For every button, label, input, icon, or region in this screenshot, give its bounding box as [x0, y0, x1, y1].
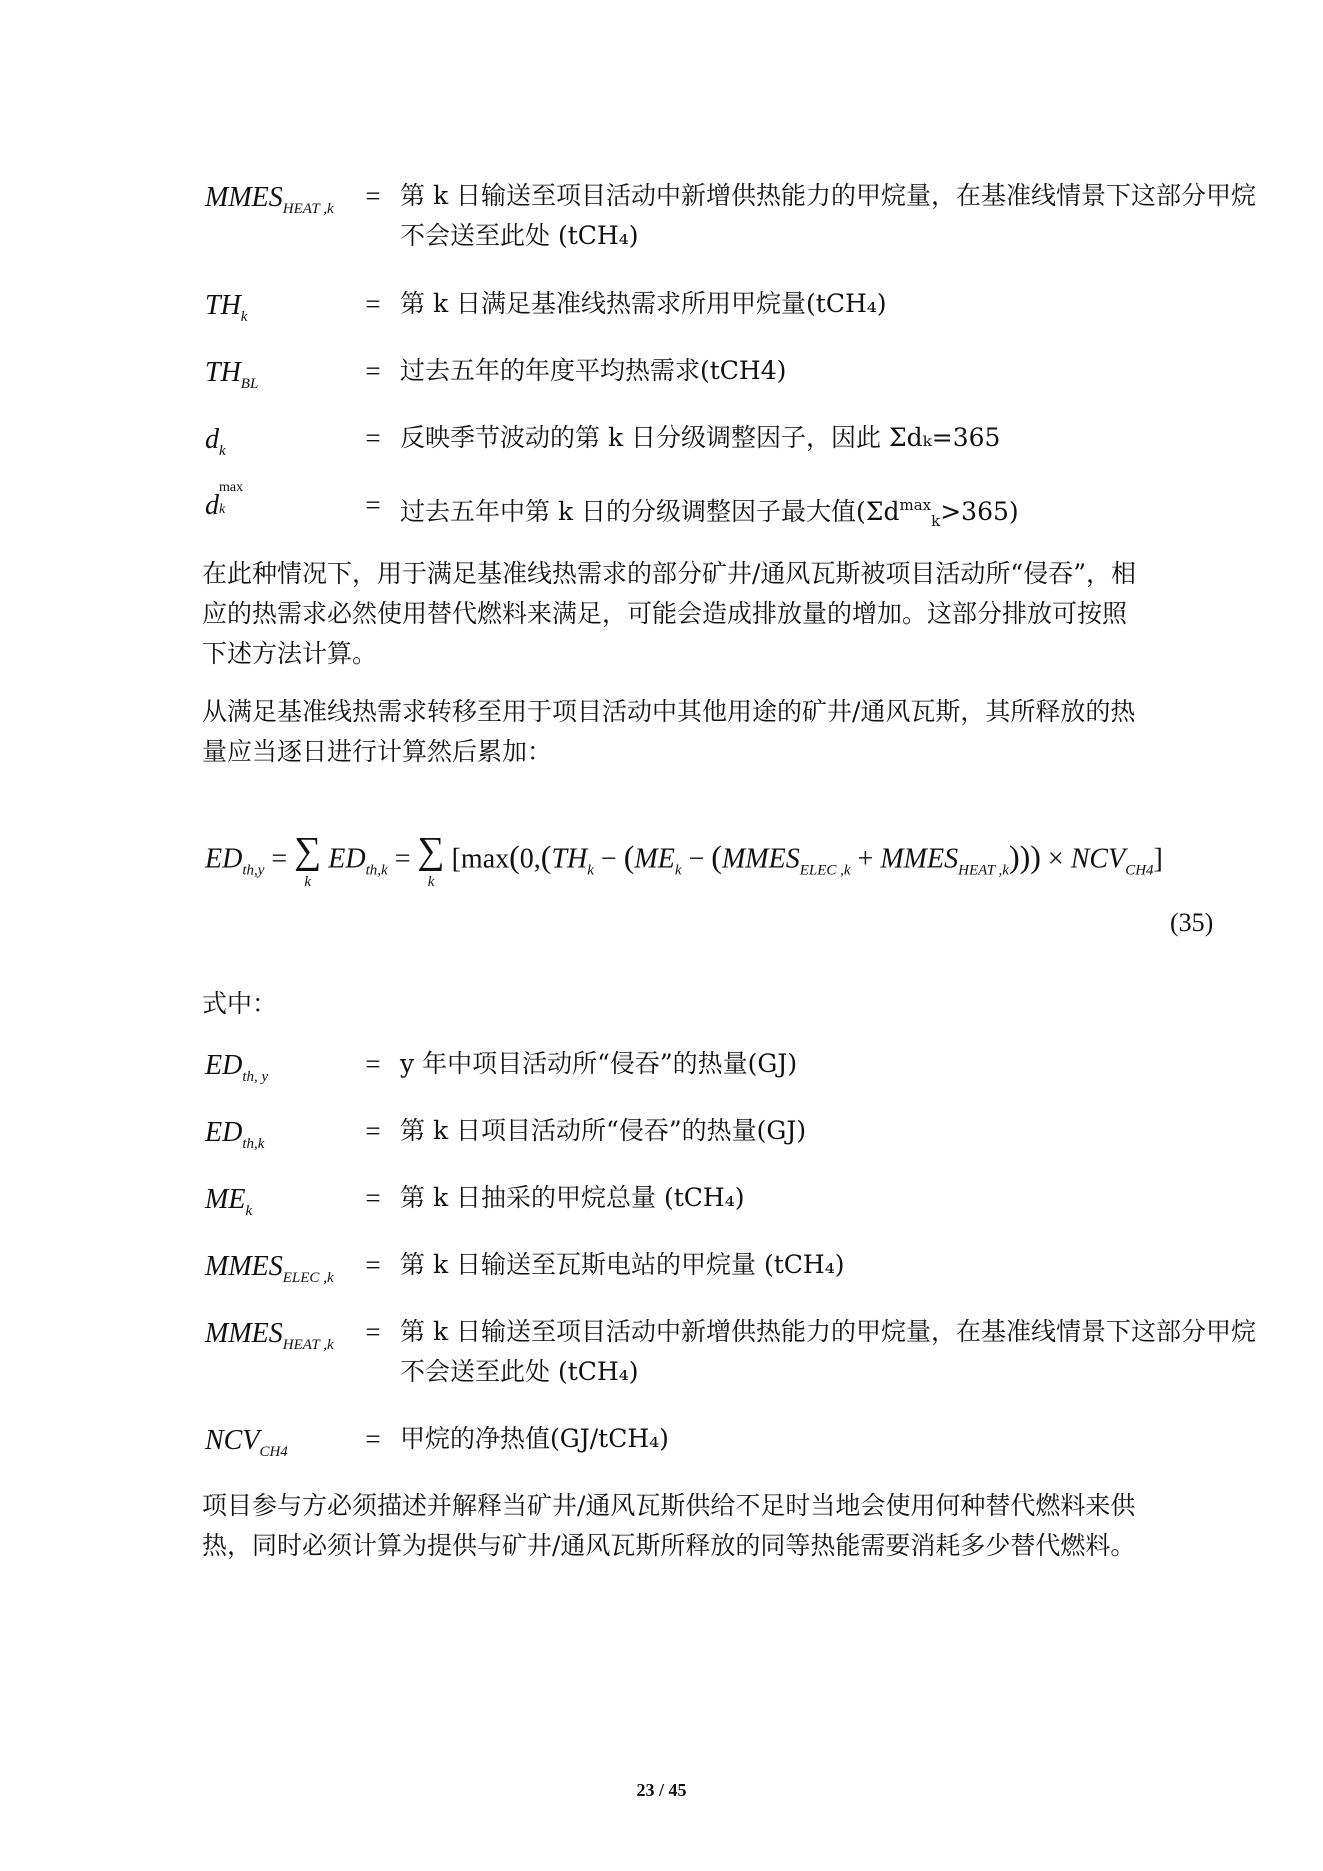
eq-mmes-heat-symbol: MMES	[880, 843, 959, 875]
equals-sign: =	[365, 423, 381, 453]
equals-sign: =	[365, 1049, 381, 1079]
eq-mmes-elec-subscript: ELEC ,k	[799, 862, 851, 879]
definition-text: 第 k 日输送至瓦斯电站的甲烷量 (tCH₄)	[400, 1250, 845, 1279]
paragraph-intro: 在此种情况下，用于满足基准线热需求的部分矿井/通风瓦斯被项目活动所“侵吞”，相应的热需求必然使用替代燃料来满足，可能会造成排放量的增加。这部分排放可按照下述方法计算。	[202, 559, 1136, 668]
equals-sign: =	[365, 356, 381, 386]
equation-number: (35)	[1170, 908, 1214, 937]
symbol-d-k-max	[205, 480, 253, 522]
symbol-th-bl	[205, 357, 258, 393]
definition-text: 第 k 日输送至项目活动中新增供热能力的甲烷量，在基准线情景下这部分甲烷不会送至此处 (tCH₄)	[400, 1317, 1257, 1386]
eq-zero: 0,	[519, 843, 541, 875]
text-part: >365)	[940, 497, 1019, 526]
definition-text: 第 k 日输送至项目活动中新增供热能力的甲烷量，在基准线情景下这部分甲烷不会送至此处 (tCH₄)	[400, 181, 1257, 250]
symbol-subscript: BL	[240, 376, 259, 392]
eq-lhs-subscript: th,y	[242, 862, 265, 879]
definition-text: 第 k 日抽采的甲烷总量 (tCH₄)	[400, 1183, 745, 1212]
where-label: 式中：	[202, 989, 278, 1018]
eq-minus: −	[600, 843, 617, 875]
symbol-base: ED	[205, 1050, 243, 1081]
definition-text: 反映季节波动的第 k 日分级调整因子，因此 Σdₖ=365	[400, 423, 1001, 452]
symbol-base: MMES	[205, 182, 283, 213]
sum-operator	[418, 832, 445, 890]
symbol-d-k	[205, 424, 226, 460]
eq-equals: =	[271, 843, 288, 875]
sigma-symbol: ∑	[417, 830, 445, 872]
symbol-base: NCV	[205, 1425, 260, 1456]
symbol-subscript: th, y	[242, 1069, 269, 1085]
symbol-base: d	[205, 424, 219, 455]
symbol-ed-th-y	[205, 1050, 268, 1086]
symbol-base: ME	[205, 1184, 246, 1215]
equals-sign: =	[365, 1424, 381, 1454]
eq-times: ×	[1047, 843, 1064, 875]
symbol-superscript: max	[219, 480, 244, 495]
eq-me-symbol: ME	[634, 843, 675, 875]
symbol-base: ED	[205, 1117, 243, 1148]
symbol-subscript: k	[219, 443, 226, 459]
sum-operator	[294, 832, 321, 890]
symbol-subscript: k	[219, 502, 226, 517]
sigma-symbol: ∑	[294, 830, 322, 872]
sum-index: k	[427, 874, 435, 890]
eq-term-symbol: ED	[328, 843, 366, 875]
symbol-subscript: ELEC ,k	[282, 1270, 334, 1286]
eq-plus: +	[857, 843, 874, 875]
symbol-subscript: HEAT ,k	[282, 201, 334, 217]
sum-index: k	[304, 874, 312, 890]
equals-sign: =	[365, 1183, 381, 1213]
symbol-ncv-ch4	[205, 1425, 288, 1461]
symbol-subscript: CH4	[259, 1444, 288, 1460]
eq-th-subscript: k	[587, 862, 594, 879]
equals-sign: =	[365, 490, 381, 520]
eq-paren: (	[540, 838, 552, 875]
eq-paren: (	[623, 838, 635, 875]
paragraph-alternative-fuel: 项目参与方必须描述并解释当矿井/通风瓦斯供给不足时当地会使用何种替代燃料来供热，同时必须计算为提供与矿井/通风瓦斯所释放的同等热能需要消耗多少替代燃料。	[202, 1491, 1136, 1560]
eq-me-subscript: k	[674, 862, 682, 879]
eq-bracket-close: ]	[1153, 843, 1163, 875]
symbol-base: TH	[205, 357, 241, 388]
equals-sign: =	[365, 1250, 381, 1280]
definition-text	[400, 485, 1280, 541]
symbol-base: d	[205, 490, 219, 521]
eq-paren-close: )))	[1008, 838, 1041, 875]
symbol-base: TH	[205, 290, 241, 321]
symbol-base: MMES	[205, 1318, 283, 1349]
eq-max-word: max	[460, 843, 510, 875]
symbol-subscript: k	[245, 1203, 253, 1219]
sup-sub-stack	[219, 480, 253, 517]
eq-term-subscript: th,k	[365, 862, 388, 879]
symbol-mmes-heat	[205, 1318, 334, 1354]
definition-text: 过去五年的年度平均热需求(tCH4)	[400, 356, 787, 385]
page-number: 23 / 45	[636, 1780, 687, 1800]
eq-lhs-symbol: ED	[205, 843, 243, 875]
eq-ncv-subscript: CH4	[1125, 862, 1154, 879]
eq-bracket-open: [	[451, 843, 461, 875]
eq-th-symbol: TH	[551, 843, 588, 875]
eq-paren: (	[711, 838, 722, 875]
eq-paren: (	[509, 838, 520, 875]
eq-minus: −	[688, 843, 705, 875]
eq-mmes-heat-subscript: HEAT ,k	[958, 862, 1009, 879]
text-superscript: max	[899, 496, 932, 514]
symbol-th-k	[205, 290, 247, 326]
definition-text: y 年中项目活动所“侵吞”的热量(GJ)	[400, 1049, 798, 1078]
symbol-base: MMES	[205, 1251, 283, 1282]
definition-text: 第 k 日满足基准线热需求所用甲烷量(tCH₄)	[400, 289, 887, 318]
symbol-subscript: th,k	[242, 1136, 265, 1152]
symbol-subscript: k	[240, 309, 248, 325]
definition-text: 甲烷的净热值(GJ/tCH₄)	[400, 1424, 669, 1453]
equals-sign: =	[365, 181, 381, 211]
eq-ncv-symbol: NCV	[1070, 843, 1126, 875]
eq-mmes-elec-symbol: MMES	[721, 843, 800, 875]
paragraph-transfer: 从满足基准线热需求转移至用于项目活动中其他用途的矿井/通风瓦斯，其所释放的热量应当逐日进行计算然后累加：	[202, 697, 1136, 766]
symbol-subscript: HEAT ,k	[282, 1337, 334, 1353]
text-part: 过去五年中第 k 日的分级调整因子最大值(Σd	[400, 497, 900, 526]
text-subscript: k	[931, 512, 941, 530]
eq-equals: =	[394, 843, 411, 875]
equals-sign: =	[365, 1317, 381, 1347]
equals-sign: =	[365, 289, 381, 319]
equals-sign: =	[365, 1116, 381, 1146]
symbol-mmes-heat	[205, 182, 334, 218]
equation-35	[205, 832, 1163, 890]
symbol-mmes-elec	[205, 1251, 334, 1287]
definition-text: 第 k 日项目活动所“侵吞”的热量(GJ)	[400, 1116, 807, 1145]
symbol-me-k	[205, 1184, 252, 1220]
symbol-ed-th-k	[205, 1117, 264, 1153]
